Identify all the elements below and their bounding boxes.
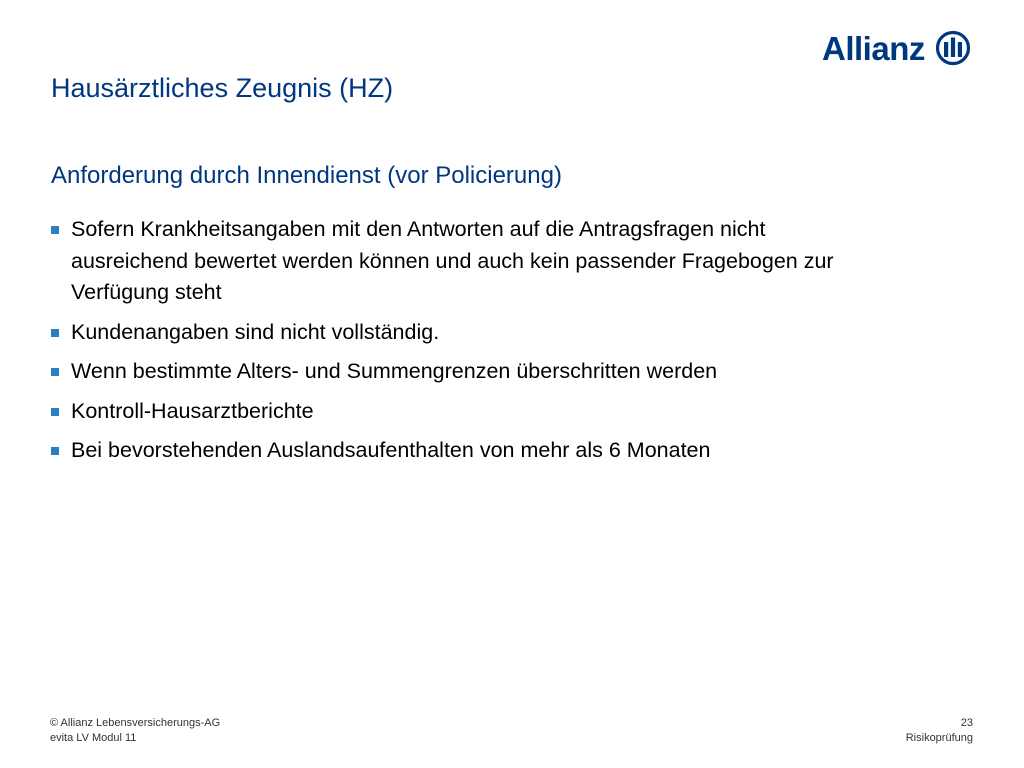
square-bullet-icon — [51, 408, 59, 416]
bullet-item — [49, 396, 869, 428]
bullet-item — [49, 356, 869, 388]
bullet-item — [49, 317, 869, 349]
allianz-eagle-bars-icon — [935, 30, 971, 66]
footer-copyright: © Allianz Lebensversicherungs-AG — [50, 717, 221, 729]
bullet-text: Bei bevorstehenden Auslandsaufenthalten von mehr als 6 Monaten — [71, 438, 711, 462]
bullet-text: Kontroll-Hausarztberichte — [71, 398, 314, 423]
logo-bar-center — [951, 38, 955, 58]
slide-subtitle: Anforderung durch Innendienst (vor Policierung) — [51, 162, 562, 189]
allianz-logo — [822, 27, 977, 69]
bullet-text: Kundenangaben sind nicht vollständig. — [71, 319, 440, 344]
logo-bar-left — [944, 42, 948, 57]
bullet-item — [49, 214, 869, 309]
bullet-text: Sofern Krankheitsangaben mit den Antworten auf die Antragsfragen nicht ausreichend bewertet werden können und auch kein passender Fragebogen zur Verfügung steht — [71, 217, 834, 304]
footer-page-number: 23 — [960, 717, 973, 729]
footer-module: evita LV Modul 11 — [50, 732, 137, 744]
bullet-item — [49, 435, 869, 467]
footer-section: Risikoprüfung — [905, 732, 973, 744]
footer-right — [906, 716, 973, 746]
logo-bar-right — [958, 42, 962, 57]
square-bullet-icon — [51, 447, 59, 455]
square-bullet-icon — [51, 368, 59, 376]
slide-title: Hausärztliches Zeugnis (HZ) — [51, 73, 394, 103]
square-bullet-icon — [51, 329, 59, 337]
square-bullet-icon — [51, 226, 59, 234]
logo-wordmark: Allianz — [822, 29, 925, 67]
bullet-text: Wenn bestimmte Alters- und Summengrenzen überschritten werden — [71, 359, 718, 383]
footer-left — [50, 716, 220, 746]
bullet-list — [49, 214, 869, 475]
